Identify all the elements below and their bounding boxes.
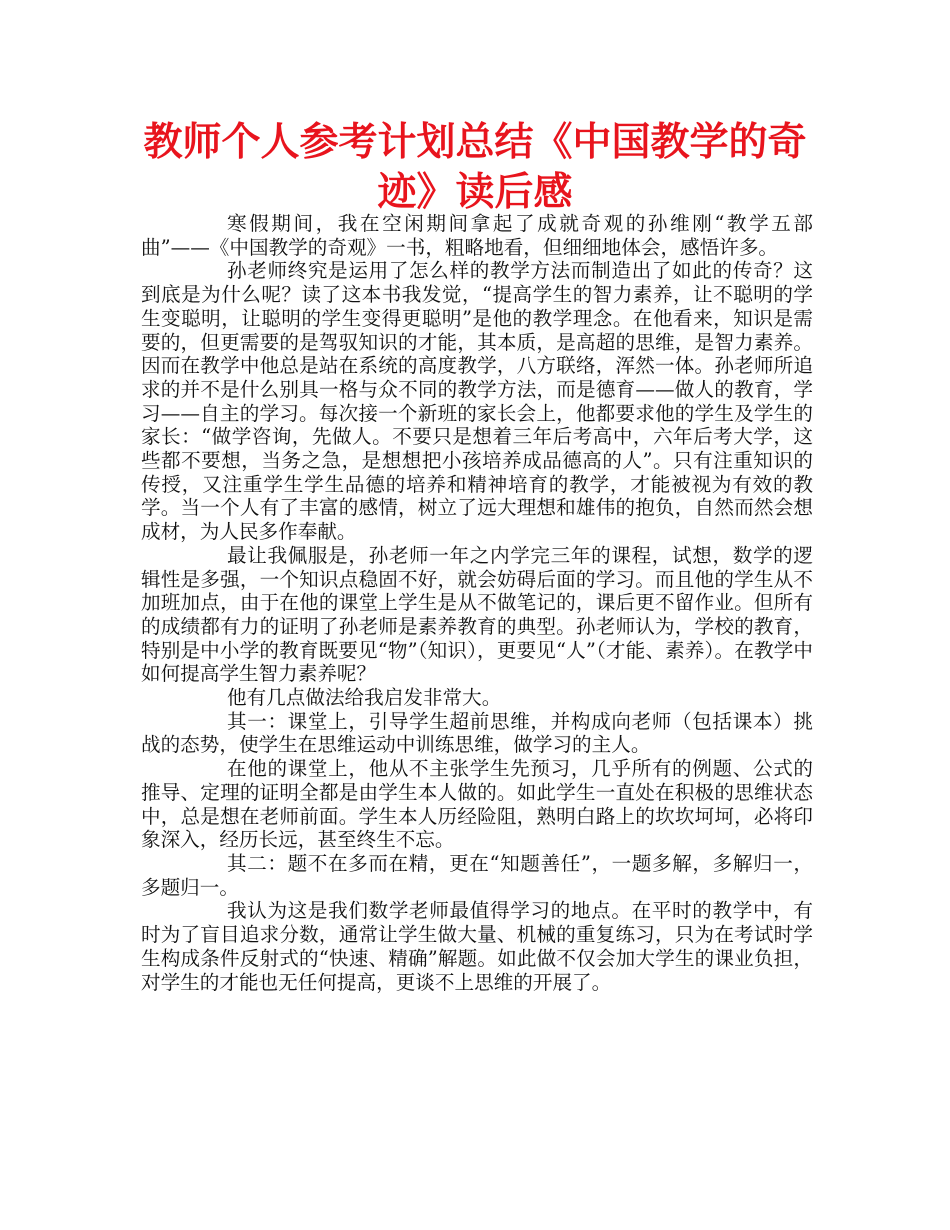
paragraph: 寒假期间，我在空闲期间拿起了成就奇观的孙维刚“教学五部曲”——《中国教学的奇观》一书，粗略地看，但细细地体会，感悟许多。 <box>141 212 813 259</box>
document-body <box>141 212 813 994</box>
paragraph: 在他的课堂上，他从不主张学生先预习，几乎所有的例题、公式的推导、定理的证明全都是由学生本人做的。如此学生一直处在积极的思维状态中，总是想在老师前面。学生本人历经险阻，熟明白路上的坎坎坷坷，必将印象深入，经历长远，甚至终生不忘。 <box>141 757 813 852</box>
document-title: 教师个人参考计划总结《中国教学的奇迹》读后感 <box>143 120 807 215</box>
paragraph: 其一：课堂上，引导学生超前思维，并构成向老师（包括课本）挑战的态势，使学生在思维运动中训练思维，做学习的主人。 <box>141 709 813 757</box>
paragraph: 孙老师终究是运用了怎么样的教学方法而制造出了如此的传奇？这到底是为什么呢？读了这本书我发觉，“提高学生的智力素养，让不聪明的学生变聪明，让聪明的学生变得更聪明”是他的教学理念。在他看来，知识是需要的，但更需要的是驾驭知识的才能，其本质，是高超的思维，是智力素养。因而在教学中他总是站在系统的高度教学，八方联络，浑然一体。孙老师所追求的并不是什么别具一格与众不同的教学方法，而是德育——做人的教育，学习——自主的学习。每次接一个新班的家长会上，他都要求他的学生及学生的家长：“做学咨询，先做人。不要只是想着三年后考高中，六年后考大学，这些都不要想，当务之急，是想想把小孩培养成品德高的人”。只有注重知识的传授，又注重学生学生品德的培养和精神培育的教学，才能被视为有效的教学。当一个人有了丰富的感情，树立了远大理想和雄伟的抱负，自然而然会想成材，为人民多作奉献。 <box>141 259 813 544</box>
paragraph: 他有几点做法给我启发非常大。 <box>227 686 502 710</box>
paragraph: 最让我佩服是，孙老师一年之内学完三年的课程，试想，数学的逻辑性是多强，一个知识点稳固不好，就会妨碍后面的学习。而且他的学生从不加班加点，由于在他的课堂上学生是从不做笔记的，课后更不留作业。但所有的成绩都有力的证明了孙老师是素养教育的典型。孙老师认为，学校的教育，特别是中小学的教育既要见“物”（知识），更要见“人”（才能、素养）。在教学中如何提高学生智力素养呢？ <box>141 543 813 686</box>
paragraph: 我认为这是我们数学老师最值得学习的地点。在平时的教学中，有时为了盲目追求分数，通常让学生做大量、机械的重复练习，只为在考试时学生构成条件反射式的“快速、精确”解题。如此做不仅会加大学生的课业负担，对学生的才能也无任何提高，更谈不上思维的开展了。 <box>141 899 813 994</box>
paragraph: 其二：题不在多而在精，更在“知题善任”，一题多解，多解归一，多题归一。 <box>141 851 813 899</box>
